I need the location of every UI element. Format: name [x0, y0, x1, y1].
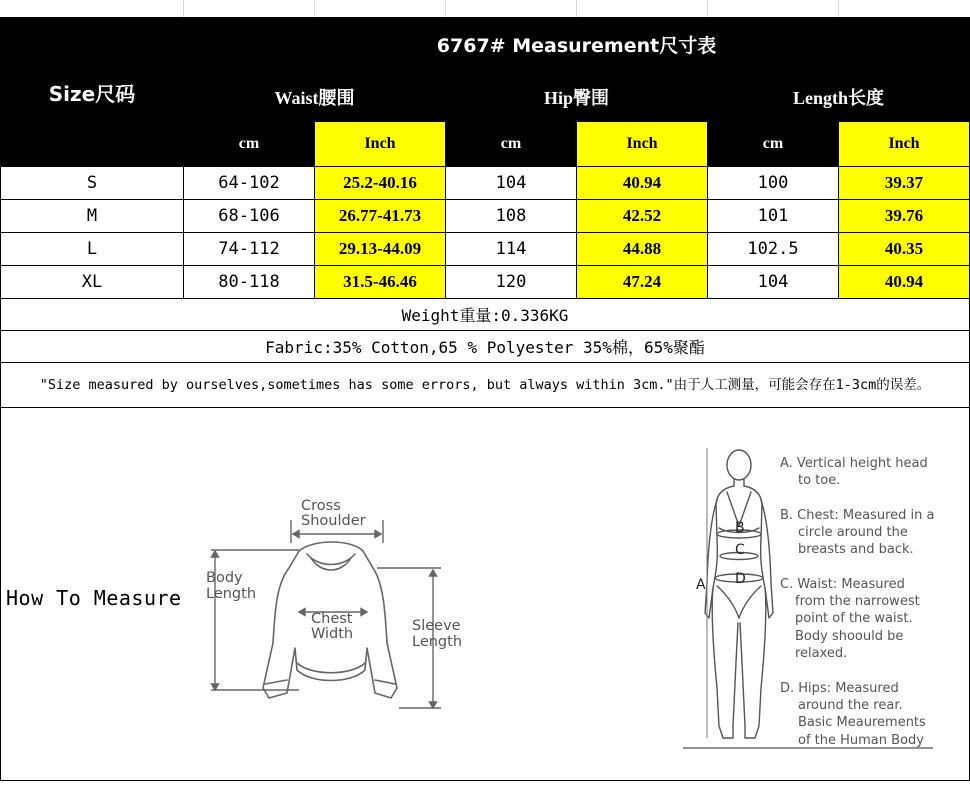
waist-cm-cell: 80-118: [184, 266, 315, 299]
waist-inch-cell: 31.5-46.46: [315, 266, 446, 299]
table-row: [1, 266, 970, 299]
hip-inch-cell: 44.88: [577, 233, 708, 266]
unit-header-inch: Inch: [839, 122, 970, 167]
length-inch-cell: 39.37: [839, 167, 970, 200]
cross-shoulder-label: Cross: [301, 498, 341, 514]
length-inch-cell: 39.76: [839, 200, 970, 233]
unit-header-inch: Inch: [577, 122, 708, 167]
spreadsheet-top-row: [0, 0, 970, 18]
table-title: 6767# Measurement尺寸表: [184, 18, 970, 72]
desc-waist: C. Waist: Measured: [780, 577, 905, 592]
hip-marker: D: [735, 571, 746, 587]
unit-header-inch: Inch: [315, 122, 446, 167]
desc-chest: circle around the: [798, 525, 908, 540]
size-note-row: "Size measured by ourselves,sometimes has some errors, but always within 3cm."由于人工测量，可能会存在1-3cm的误差。: [1, 363, 970, 408]
hip-inch-cell: 42.52: [577, 200, 708, 233]
desc-height: A. Vertical height head: [780, 456, 928, 471]
size-chart-table: [0, 17, 970, 781]
unit-header-cm: cm: [184, 122, 315, 167]
how-to-measure-label: How To Measure: [6, 586, 182, 610]
human-body-figure: [705, 450, 773, 738]
desc-chest: B. Chest: Measured in a: [780, 508, 935, 523]
desc-height: to toe.: [798, 473, 841, 488]
unit-header-cm: cm: [446, 122, 577, 167]
waist-inch-cell: 29.13-44.09: [315, 233, 446, 266]
unit-header-cm: cm: [708, 122, 839, 167]
desc-waist: Body shoould be: [795, 629, 904, 644]
desc-waist: point of the waist.: [795, 611, 913, 626]
fabric-row: Fabric:35% Cotton,65 % Polyester 35%棉，65%聚酯: [1, 331, 970, 363]
desc-waist: from the narrowest: [795, 594, 920, 609]
waist-inch-cell: 26.77-41.73: [315, 200, 446, 233]
body-length-label: Body: [206, 570, 243, 586]
chest-marker: B: [735, 520, 745, 536]
desc-hips: Basic Meaurements: [798, 715, 926, 730]
waist-marker: C: [735, 542, 745, 558]
desc-hips: around the rear.: [798, 698, 903, 713]
sleeve-length-label: Sleeve: [412, 618, 461, 634]
table-row: [1, 167, 970, 200]
table-row: [1, 233, 970, 266]
length-cm-cell: 104: [708, 266, 839, 299]
cross-shoulder-label: Shoulder: [301, 513, 366, 529]
waist-inch-cell: 25.2-40.16: [315, 167, 446, 200]
hip-group-header: Hip臀围: [446, 72, 708, 122]
waist-cm-cell: 64-102: [184, 167, 315, 200]
size-cell: M: [1, 200, 184, 233]
length-inch-cell: 40.35: [839, 233, 970, 266]
weight-row: Weight重量:0.336KG: [1, 299, 970, 331]
length-group-header: Length长度: [708, 72, 970, 122]
waist-group-header: Waist腰围: [184, 72, 446, 122]
size-cell: L: [1, 233, 184, 266]
length-cm-cell: 102.5: [708, 233, 839, 266]
desc-hips: of the Human Body: [798, 733, 924, 748]
size-cell: XL: [1, 266, 184, 299]
size-header: Size尺码: [1, 18, 184, 167]
hip-cm-cell: 104: [446, 167, 577, 200]
sleeve-length-label: Length: [412, 634, 463, 650]
hip-inch-cell: 40.94: [577, 167, 708, 200]
hip-cm-cell: 114: [446, 233, 577, 266]
hip-cm-cell: 108: [446, 200, 577, 233]
how-to-measure-section: [1, 408, 970, 781]
desc-chest: breasts and back.: [798, 542, 914, 557]
hip-cm-cell: 120: [446, 266, 577, 299]
body-length-label: Length: [206, 586, 257, 602]
length-cm-cell: 100: [708, 167, 839, 200]
hip-inch-cell: 47.24: [577, 266, 708, 299]
length-cm-cell: 101: [708, 200, 839, 233]
measurement-diagrams: [1, 408, 969, 780]
size-cell: S: [1, 167, 184, 200]
chest-width-label: Width: [311, 626, 354, 642]
length-inch-cell: 40.94: [839, 266, 970, 299]
table-row: [1, 200, 970, 233]
waist-cm-cell: 68-106: [184, 200, 315, 233]
chest-width-label: Chest: [311, 611, 353, 627]
waist-cm-cell: 74-112: [184, 233, 315, 266]
body-measure-descriptions: [780, 456, 934, 748]
desc-hips: D. Hips: Measured: [780, 681, 899, 696]
height-marker: A: [696, 577, 706, 593]
desc-waist: relaxed.: [795, 646, 848, 661]
